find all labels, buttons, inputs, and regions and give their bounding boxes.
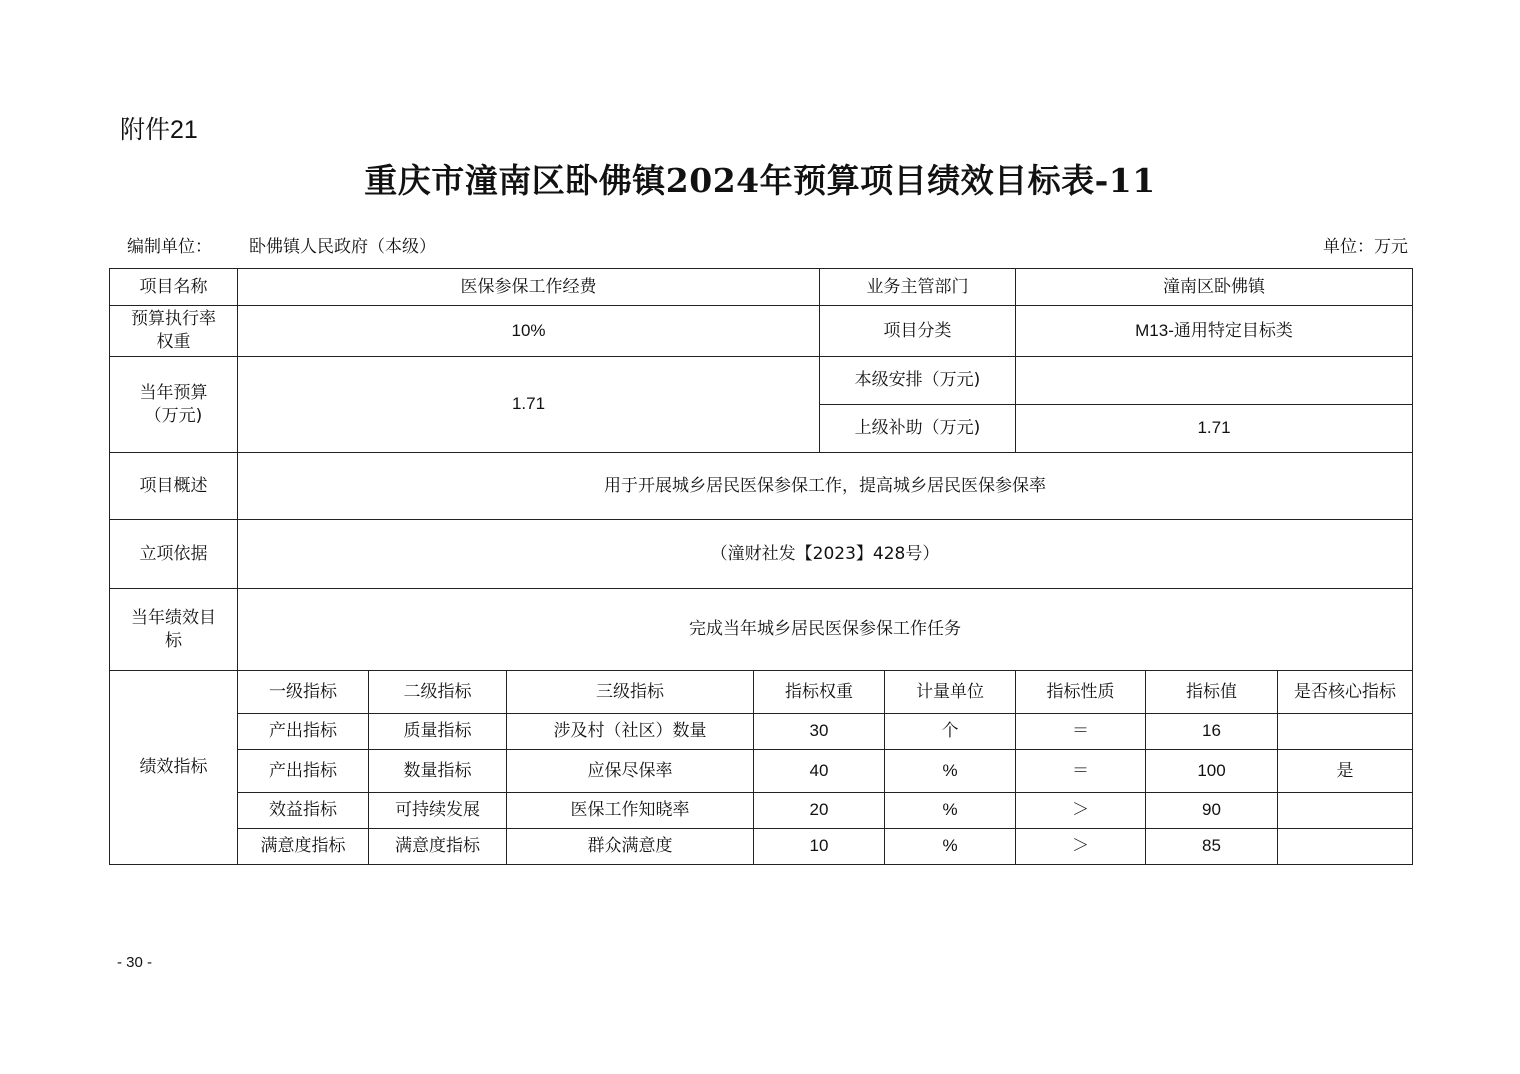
- exec-rate-label-text: 预算执行率权重: [131, 309, 216, 352]
- value-cell: 85: [1146, 829, 1278, 865]
- budget-label: [110, 357, 238, 453]
- basis-label: 立项依据: [110, 520, 238, 589]
- performance-table: [109, 268, 1413, 865]
- level2-cell: 满意度指标: [369, 829, 507, 865]
- core-cell: [1278, 714, 1413, 750]
- core-cell: [1278, 793, 1413, 829]
- overview-label: 项目概述: [110, 453, 238, 520]
- exec-rate-label: [110, 306, 238, 357]
- level1-cell: 效益指标: [238, 793, 369, 829]
- unit-cell: %: [885, 793, 1016, 829]
- project-name-label: 项目名称: [110, 269, 238, 306]
- level3-cell: 应保尽保率: [507, 750, 754, 793]
- overview-value: 用于开展城乡居民医保参保工作，提高城乡居民医保参保率: [238, 453, 1413, 520]
- budget-value: 1.71: [238, 357, 820, 453]
- compiling-unit: [127, 232, 436, 257]
- local-value: [1016, 357, 1413, 405]
- header-value: 指标值: [1146, 671, 1278, 714]
- header-level2: 二级指标: [369, 671, 507, 714]
- row-basis: [110, 520, 1413, 589]
- nature-cell: ＝: [1016, 714, 1146, 750]
- level3-cell: 涉及村（社区）数量: [507, 714, 754, 750]
- core-cell: [1278, 829, 1413, 865]
- table-row: [110, 750, 1413, 793]
- level1-cell: 产出指标: [238, 714, 369, 750]
- nature-cell: ＝: [1016, 750, 1146, 793]
- dept-value: 潼南区卧佛镇: [1016, 269, 1413, 306]
- core-cell: 是: [1278, 750, 1413, 793]
- level2-cell: 质量指标: [369, 714, 507, 750]
- category-value: M13-通用特定目标类: [1016, 306, 1413, 357]
- compiling-unit-value: 卧佛镇人民政府（本级）: [249, 237, 436, 257]
- weight-cell: 40: [754, 750, 885, 793]
- unit-cell: %: [885, 750, 1016, 793]
- table-row: [110, 714, 1413, 750]
- row-overview: [110, 453, 1413, 520]
- goal-label: [110, 589, 238, 671]
- attachment-label: 附件21: [120, 116, 198, 144]
- nature-cell: ＞: [1016, 793, 1146, 829]
- weight-cell: 20: [754, 793, 885, 829]
- value-cell: 100: [1146, 750, 1278, 793]
- goal-label-text: 当年绩效目标: [131, 607, 216, 651]
- indicators-section-label: 绩效指标: [110, 671, 238, 865]
- level2-cell: 可持续发展: [369, 793, 507, 829]
- upper-value: 1.71: [1016, 405, 1413, 453]
- row-exec-rate: [110, 306, 1413, 357]
- currency-unit: 单位：万元: [1323, 237, 1408, 257]
- value-cell: 90: [1146, 793, 1278, 829]
- level3-cell: 医保工作知晓率: [507, 793, 754, 829]
- project-name-value: 医保参保工作经费: [238, 269, 820, 306]
- table-row: [110, 793, 1413, 829]
- document-title: 重庆市潼南区卧佛镇2024年预算项目绩效目标表-11: [364, 161, 1156, 200]
- nature-cell: ＞: [1016, 829, 1146, 865]
- category-label: 项目分类: [820, 306, 1016, 357]
- upper-label: 上级补助（万元): [820, 405, 1016, 453]
- table-row: [110, 829, 1413, 865]
- compiling-unit-label: 编制单位：: [127, 237, 212, 257]
- budget-label-text: 当年预算（万元): [139, 382, 208, 426]
- row-goal: [110, 589, 1413, 671]
- header-nature: 指标性质: [1016, 671, 1146, 714]
- weight-cell: 30: [754, 714, 885, 750]
- header-weight: 指标权重: [754, 671, 885, 714]
- header-level1: 一级指标: [238, 671, 369, 714]
- row-project-name: [110, 269, 1413, 306]
- page-number: - 30 -: [117, 954, 153, 971]
- goal-value: 完成当年城乡居民医保参保工作任务: [238, 589, 1413, 671]
- dept-label: 业务主管部门: [820, 269, 1016, 306]
- level3-cell: 群众满意度: [507, 829, 754, 865]
- indicator-header-row: [110, 671, 1413, 714]
- level1-cell: 产出指标: [238, 750, 369, 793]
- unit-cell: 个: [885, 714, 1016, 750]
- exec-rate-value: 10%: [238, 306, 820, 357]
- local-label: 本级安排（万元): [820, 357, 1016, 405]
- header-level3: 三级指标: [507, 671, 754, 714]
- header-core: 是否核心指标: [1278, 671, 1413, 714]
- header-unit: 计量单位: [885, 671, 1016, 714]
- basis-value: （潼财社发【2023】428号）: [238, 520, 1413, 589]
- unit-cell: %: [885, 829, 1016, 865]
- level1-cell: 满意度指标: [238, 829, 369, 865]
- value-cell: 16: [1146, 714, 1278, 750]
- row-budget-top: [110, 357, 1413, 405]
- weight-cell: 10: [754, 829, 885, 865]
- level2-cell: 数量指标: [369, 750, 507, 793]
